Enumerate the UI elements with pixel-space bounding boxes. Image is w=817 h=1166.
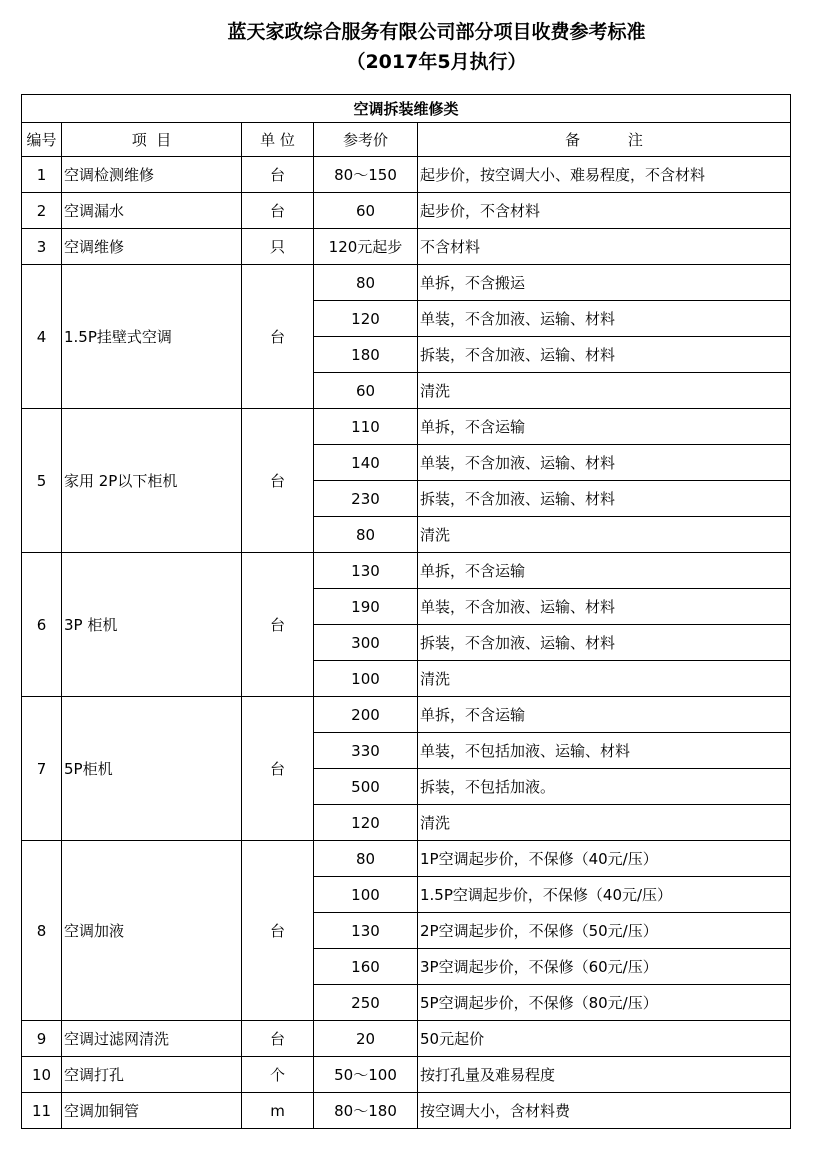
item-unit: 台 — [242, 841, 314, 1021]
table-row — [22, 841, 791, 877]
item-note: 单拆，不含运输 — [418, 553, 791, 589]
item-unit: 只 — [242, 229, 314, 265]
item-name: 空调检测维修 — [62, 157, 242, 193]
item-price: 190 — [314, 589, 418, 625]
item-note: 清洗 — [418, 661, 791, 697]
header-price: 参考价 — [314, 123, 418, 157]
item-note: 单装，不含加液、运输、材料 — [418, 589, 791, 625]
table-row — [22, 1093, 791, 1129]
item-price: 80 — [314, 517, 418, 553]
item-note: 3P空调起步价，不保修（60元/压） — [418, 949, 791, 985]
item-unit: 台 — [242, 553, 314, 697]
item-price: 130 — [314, 913, 418, 949]
item-price: 500 — [314, 769, 418, 805]
item-price: 80～150 — [314, 157, 418, 193]
item-price: 300 — [314, 625, 418, 661]
table-row — [22, 1057, 791, 1093]
price-table — [21, 94, 791, 1129]
item-note: 清洗 — [418, 805, 791, 841]
item-unit: 台 — [242, 265, 314, 409]
item-note: 起步价，不含材料 — [418, 193, 791, 229]
item-price: 80～180 — [314, 1093, 418, 1129]
item-note: 起步价，按空调大小、难易程度，不含材料 — [418, 157, 791, 193]
item-note: 拆装，不含加液、运输、材料 — [418, 481, 791, 517]
item-price: 60 — [314, 193, 418, 229]
item-price: 60 — [314, 373, 418, 409]
item-note: 单装，不含加液、运输、材料 — [418, 301, 791, 337]
item-note: 清洗 — [418, 373, 791, 409]
item-price: 120元起步 — [314, 229, 418, 265]
table-row — [22, 697, 791, 733]
item-unit: 个 — [242, 1057, 314, 1093]
header-unit: 单 位 — [242, 123, 314, 157]
item-unit: 台 — [242, 409, 314, 553]
item-note: 拆装，不含加液、运输、材料 — [418, 625, 791, 661]
item-note: 5P空调起步价，不保修（80元/压） — [418, 985, 791, 1021]
item-name: 空调打孔 — [62, 1057, 242, 1093]
item-number: 11 — [22, 1093, 62, 1129]
item-unit: 台 — [242, 1021, 314, 1057]
item-price: 50～100 — [314, 1057, 418, 1093]
item-note: 单拆，不含搬运 — [418, 265, 791, 301]
item-note: 2P空调起步价，不保修（50元/压） — [418, 913, 791, 949]
item-price: 330 — [314, 733, 418, 769]
item-number: 6 — [22, 553, 62, 697]
item-note: 按空调大小，含材料费 — [418, 1093, 791, 1129]
item-name: 空调加铜管 — [62, 1093, 242, 1129]
item-price: 80 — [314, 841, 418, 877]
item-price: 20 — [314, 1021, 418, 1057]
table-row — [22, 193, 791, 229]
item-note: 1P空调起步价，不保修（40元/压） — [418, 841, 791, 877]
header-row — [22, 123, 791, 157]
item-number: 1 — [22, 157, 62, 193]
item-number: 3 — [22, 229, 62, 265]
item-price: 100 — [314, 877, 418, 913]
table-row — [22, 265, 791, 301]
item-name: 空调漏水 — [62, 193, 242, 229]
item-name: 1.5P挂壁式空调 — [62, 265, 242, 409]
table-row — [22, 409, 791, 445]
item-note: 拆装，不包括加液。 — [418, 769, 791, 805]
item-unit: 台 — [242, 157, 314, 193]
item-price: 250 — [314, 985, 418, 1021]
table-row — [22, 553, 791, 589]
header-no: 编号 — [22, 123, 62, 157]
item-number: 2 — [22, 193, 62, 229]
item-note: 单装，不含加液、运输、材料 — [418, 445, 791, 481]
item-price: 130 — [314, 553, 418, 589]
item-price: 110 — [314, 409, 418, 445]
section-title: 空调拆装维修类 — [22, 95, 791, 123]
item-unit: m — [242, 1093, 314, 1129]
table-row — [22, 157, 791, 193]
item-number: 4 — [22, 265, 62, 409]
item-price: 80 — [314, 265, 418, 301]
item-name: 空调过滤网清洗 — [62, 1021, 242, 1057]
item-price: 120 — [314, 301, 418, 337]
item-price: 160 — [314, 949, 418, 985]
item-number: 9 — [22, 1021, 62, 1057]
item-note: 拆装，不含加液、运输、材料 — [418, 337, 791, 373]
item-number: 7 — [22, 697, 62, 841]
item-number: 5 — [22, 409, 62, 553]
item-note: 单拆，不含运输 — [418, 409, 791, 445]
item-number: 10 — [22, 1057, 62, 1093]
item-unit: 台 — [242, 697, 314, 841]
item-unit: 台 — [242, 193, 314, 229]
item-name: 空调加液 — [62, 841, 242, 1021]
item-note: 单装，不包括加液、运输、材料 — [418, 733, 791, 769]
item-name: 空调维修 — [62, 229, 242, 265]
item-note: 1.5P空调起步价，不保修（40元/压） — [418, 877, 791, 913]
item-price: 120 — [314, 805, 418, 841]
page-title: 蓝天家政综合服务有限公司部分项目收费参考标准 — [227, 21, 646, 43]
item-name: 5P柜机 — [62, 697, 242, 841]
item-price: 230 — [314, 481, 418, 517]
item-price: 140 — [314, 445, 418, 481]
item-note: 单拆，不含运输 — [418, 697, 791, 733]
table-row — [22, 1021, 791, 1057]
item-price: 100 — [314, 661, 418, 697]
item-price: 200 — [314, 697, 418, 733]
header-item: 项 目 — [62, 123, 242, 157]
item-name: 3P 柜机 — [62, 553, 242, 697]
header-note: 备 注 — [418, 123, 791, 157]
item-note: 不含材料 — [418, 229, 791, 265]
page-subtitle: （2017年5月执行） — [346, 51, 527, 73]
table-row — [22, 229, 791, 265]
item-note: 50元起价 — [418, 1021, 791, 1057]
item-number: 8 — [22, 841, 62, 1021]
item-name: 家用 2P以下柜机 — [62, 409, 242, 553]
item-price: 180 — [314, 337, 418, 373]
item-note: 清洗 — [418, 517, 791, 553]
item-note: 按打孔量及难易程度 — [418, 1057, 791, 1093]
